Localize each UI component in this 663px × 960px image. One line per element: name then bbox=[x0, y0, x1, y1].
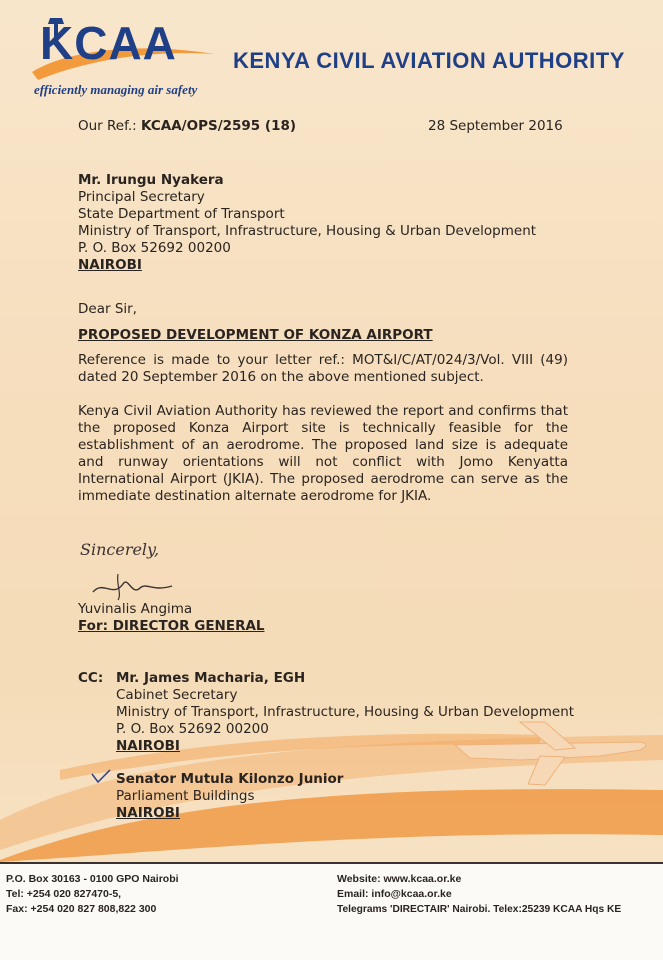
cc-second-line: Parliament Buildings bbox=[116, 788, 255, 804]
reference-label: Our Ref.: bbox=[78, 118, 137, 134]
cc-first-city: NAIROBI bbox=[116, 738, 180, 754]
recipient-line: Principal Secretary bbox=[78, 189, 205, 205]
recipient-line: Ministry of Transport, Infrastructure, Housing & Urban Development bbox=[78, 223, 537, 239]
kcaa-logo-tagline: efficiently managing air safety bbox=[34, 82, 198, 97]
reference-value: KCAA/OPS/2595 (18) bbox=[141, 118, 297, 134]
signatory-name: Yuvinalis Angima bbox=[78, 601, 193, 617]
footer-fax: Fax: +254 020 827 808,822 300 bbox=[6, 903, 157, 915]
cc-first-line: Cabinet Secretary bbox=[116, 687, 238, 703]
cc-label: CC: bbox=[78, 670, 104, 686]
body-paragraph: Reference is made to your letter ref.: MOT&I/C/AT/024/3/Vol. VIII (49) dated 20 September 2016 on the above mentioned subject. bbox=[78, 352, 568, 385]
letter-date: 28 September 2016 bbox=[428, 118, 563, 134]
cc-first-line: P. O. Box 52692 00200 bbox=[116, 721, 269, 737]
recipient-line: State Department of Transport bbox=[78, 206, 285, 222]
footer-divider bbox=[0, 862, 663, 864]
body-paragraph: Kenya Civil Aviation Authority has reviewed the report and confirms that the proposed Konza Airport site is technically feasible for the establishment of an aerodrome. The proposed land size is adequate and runway orientations will not conflict with Jomo Kenyatta International Airport (JKIA). The proposed aerodrome can serve as the immediate destination alternate aerodrome for JKIA. bbox=[78, 403, 568, 504]
airplane-icon bbox=[455, 722, 646, 785]
footer-telegrams: Telegrams 'DIRECTAIR' Nairobi. Telex:25239 KCAA Hqs KE bbox=[337, 904, 622, 915]
cc-second-city: NAIROBI bbox=[116, 805, 180, 821]
footer-address: P.O. Box 30163 - 0100 GPO Nairobi bbox=[6, 873, 179, 885]
footer-email: Email: info@kcaa.or.ke bbox=[337, 888, 452, 900]
closing-handwritten: Sincerely, bbox=[80, 540, 160, 559]
footer-website: Website: www.kcaa.or.ke bbox=[337, 873, 462, 885]
cc-second-name: Senator Mutula Kilonzo Junior bbox=[116, 771, 344, 787]
cc-first-line: Ministry of Transport, Infrastructure, Housing & Urban Development bbox=[116, 704, 575, 720]
kcaa-logo-text: KCAA bbox=[40, 17, 177, 69]
footer-tel: Tel: +254 020 827470-5, bbox=[6, 888, 122, 900]
salutation: Dear Sir, bbox=[78, 301, 137, 317]
recipient-line: P. O. Box 52692 00200 bbox=[78, 240, 231, 256]
signatory-title: For: DIRECTOR GENERAL bbox=[78, 618, 265, 634]
recipient-city: NAIROBI bbox=[78, 257, 142, 273]
recipient-name: Mr. Irungu Nyakera bbox=[78, 172, 224, 188]
handwritten-checkmark-icon bbox=[90, 768, 112, 784]
reference-line bbox=[78, 118, 296, 135]
organization-name: KENYA CIVIL AVIATION AUTHORITY bbox=[233, 48, 625, 73]
letter-subject: PROPOSED DEVELOPMENT OF KONZA AIRPORT bbox=[78, 327, 433, 343]
handwritten-signature-icon bbox=[88, 570, 178, 602]
cc-first-name: Mr. James Macharia, EGH bbox=[116, 670, 306, 686]
